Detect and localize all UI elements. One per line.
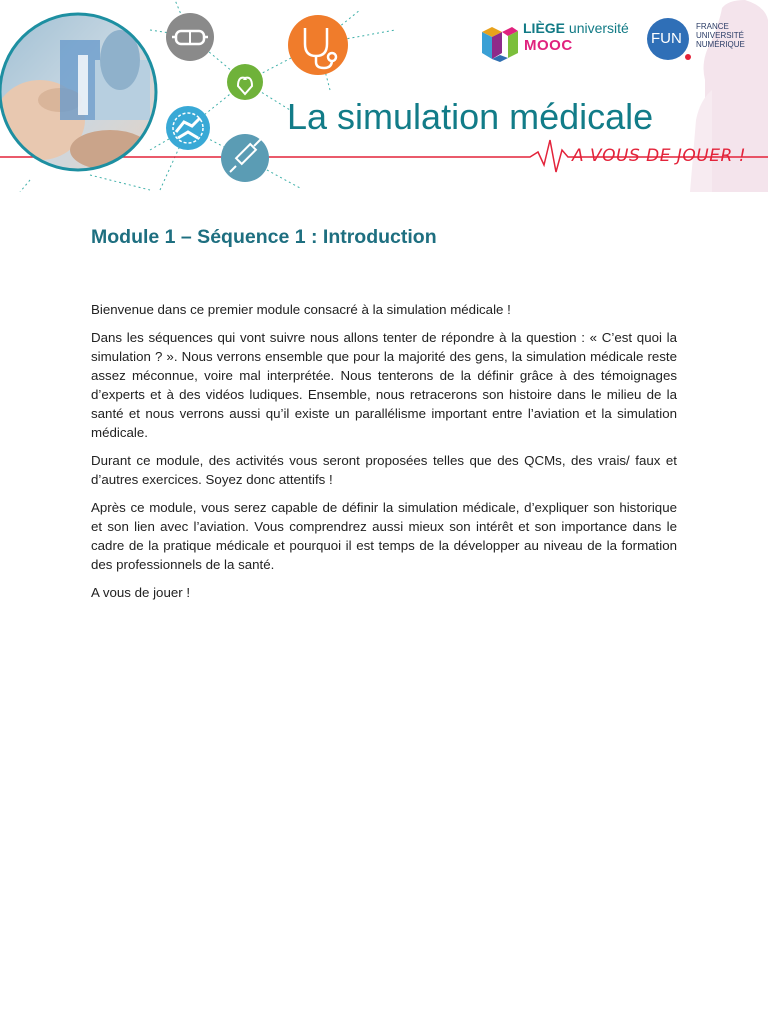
banner-title: La simulation médicale [287,96,654,137]
stethoscope-icon [288,15,348,75]
liege-suffix: université [568,20,629,36]
paragraph-sequences: Dans les séquences qui vont suivre nous allons tenter de répondre à la question : « C’est quoi la simulation ? ». Nous verrons ensemble que pour la majorité des gens, la simulation médicale reste assez méconnue, voire mal interprétée. Nous tenterons de la définir grâce à des témoignages d’experts et à des vidéos ludiques. Ensemble, nous retracerons son histoire dans le milieu de la santé et nous verrons aussi qu’il existe un parallélisme important entre l’aviation et la simulation médicale. [91,330,677,440]
liege-university-label [523,20,629,36]
fun-logo-subtitle: FRANCE UNIVERSITÉ NUMÉRIQUE [696,22,745,49]
document-body [91,226,677,602]
teamwork-hands-icon [166,106,210,150]
syringe-icon [221,134,269,182]
heart-hand-icon [227,64,263,100]
goggles-icon [166,13,214,61]
paragraph-activities: Durant ce module, des activités vous seront proposées telles que des QCMs, des vrais/ faux et d’autres exercices. Soyez donc attentifs ! [91,453,677,487]
fun-logo-label: FUN [651,30,682,47]
simulation-photo [0,10,160,180]
liege-mooc-label: MOOC [524,37,573,54]
liege-name: LIÈGE [523,20,566,36]
liege-logo-icon [482,27,518,62]
paragraph-welcome: Bienvenue dans ce premier module consacré à la simulation médicale ! [91,302,511,317]
paragraph-objectives: Après ce module, vous serez capable de définir la simulation médicale, d’expliquer son historique et son lien avec l’aviation. Vous comprendrez aussi mieux son intérêt et son importance dans le cadre de la pratique médicale et pourquoi il est temps de la développer au niveau de la formation des professionnels de la santé. [91,500,677,572]
page-title: Module 1 – Séquence 1 : Introduction [91,226,437,248]
paragraph-closing: A vous de jouer ! [91,585,191,600]
banner-tagline: A VOUS DE JOUER ! [572,146,747,166]
header-banner [0,0,768,192]
